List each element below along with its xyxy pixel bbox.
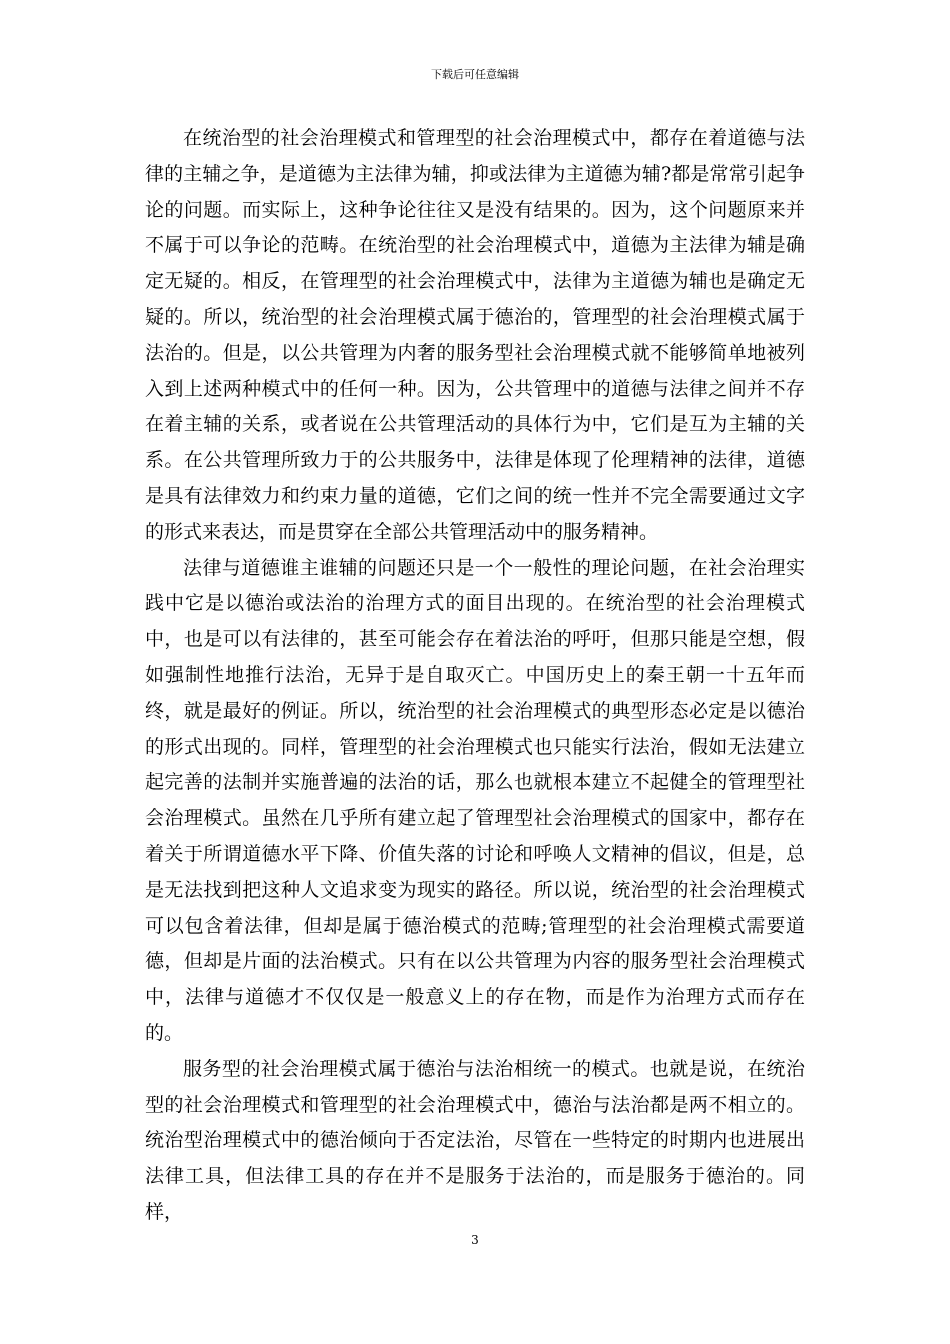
document-body <box>145 121 805 1231</box>
page-header: 下载后可任意编辑 <box>431 68 519 81</box>
paragraph: 服务型的社会治理模式属于德治与法治相统一的模式。也就是说，在统治型的社会治理模式和管理型的社会治理模式中，德治与法治都是两不相立的。统治型治理模式中的德治倾向于否定法治，尽管在一些特定的时期内也进展出法律工具，但法律工具的存在并不是服务于法治的，而是服务于德治的。同样， <box>145 1057 805 1223</box>
page-number: 3 <box>471 1233 479 1247</box>
paragraph: 在统治型的社会治理模式和管理型的社会治理模式中，都存在着道德与法律的主辅之争，是道德为主法律为辅，抑或法律为主道德为辅?都是常常引起争论的问题。而实际上，这种争论往往又是没有结果的。因为，这个问题原来并不属于可以争论的范畴。在统治型的社会治理模式中，道德为主法律为辅是确定无疑的。相反，在管理型的社会治理模式中，法律为主道德为辅也是确定无疑的。所以，统治型的社会治理模式属于德治的，管理型的社会治理模式属于法治的。但是，以公共管理为内奢的服务型社会治理模式就不能够简单地被列入到上述两种模式中的任何一种。因为，公共管理中的道德与法律之间并不存在着主辅的关系，或者说在公共管理活动的具体行为中，它们是互为主辅的关系。在公共管理所致力于的公共服务中，法律是体现了伦理精神的法律，道德是具有法律效力和约束力量的道德，它们之间的统一性并不完全需要通过文字的形式来表达，而是贯穿在全部公共管理活动中的服务精神。 <box>145 127 805 543</box>
paragraph: 法律与道德谁主谁辅的问题还只是一个一般性的理论问题，在社会治理实践中它是以德治或法治的治理方式的面目出现的。在统治型的社会治理模式中，也是可以有法律的，甚至可能会存在着法治的呼吁，但那只能是空想，假如强制性地推行法治，无异于是自取灭亡。中国历史上的秦王朝一十五年而终，就是最好的例证。所以，统治型的社会治理模式的典型形态必定是以德治的形式出现的。同样，管理型的社会治理模式也只能实行法治，假如无法建立起完善的法制并实施普遍的法治的话，那么也就根本建立不起健全的管理型社会治理模式。虽然在几乎所有建立起了管理型社会治理模式的国家中，都存在着关于所谓道德水平下降、价值失落的讨论和呼唤人文精神的倡议，但是，总是无法找到把这种人文追求变为现实的路径。所以说，统治型的社会治理模式可以包含着法律，但却是属于德治模式的范畴;管理型的社会治理模式需要道德，但却是片面的法治模式。只有在以公共管理为内容的服务型社会治理模式中，法律与道德才不仅仅是一般意义上的存在物，而是作为治理方式而存在的。 <box>145 556 805 1044</box>
